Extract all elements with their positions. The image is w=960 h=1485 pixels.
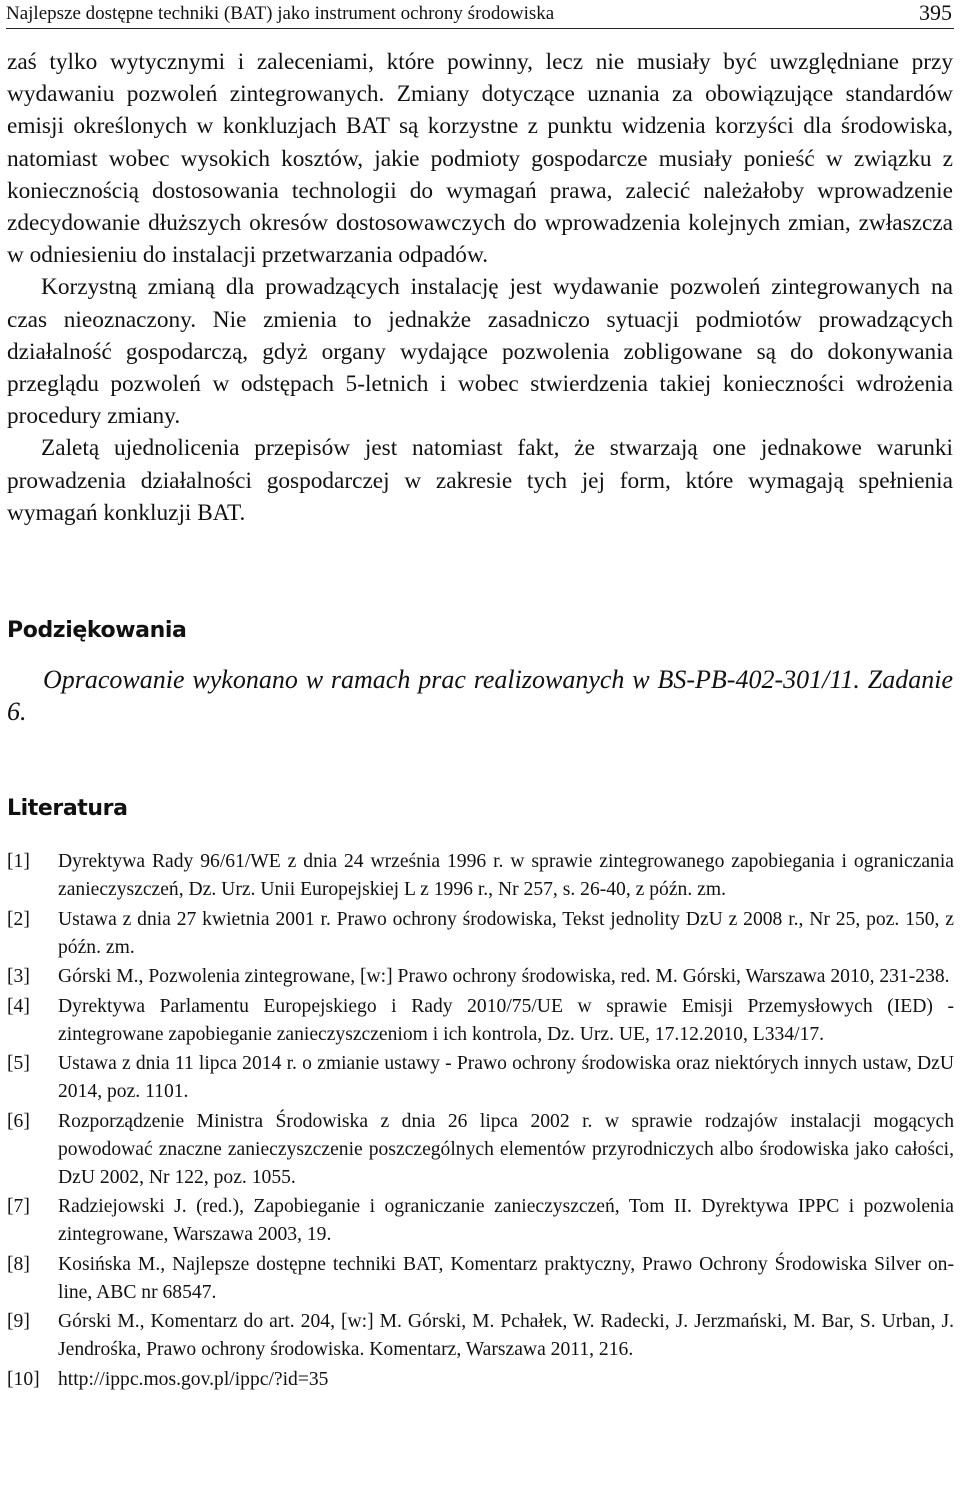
reference-list xyxy=(7,848,954,1395)
reference-number: [8] xyxy=(7,1253,30,1275)
reference-number: [1] xyxy=(7,851,30,872)
literature-heading: Literatura xyxy=(7,796,128,821)
reference-text: Kosińska M., Najlepsze dostępne techniki BAT, Komentarz praktyczny, Prawo Ochrony Środowiska Silver on-line, ABC nr 68547. xyxy=(58,1253,954,1303)
page-number: 395 xyxy=(919,0,952,25)
body-paragraph: Zaletą ujednolicenia przepisów jest natomiast fakt, że stwarzają one jednakowe warunki prowadzenia działalności gospodarczej w zakresie tych jej form, które wymagają spełnienia wymagań konkluzji BAT. xyxy=(7,435,953,526)
reference-text: Dyrektywa Parlamentu Europejskiego i Rady 2010/75/UE w sprawie Emisji Przemysłowych (IED) - zintegrowane zapobieganie zanieczyszczeniom i ich kontrola, Dz. Urz. UE, 17.12.2010, L334/17. xyxy=(58,995,954,1045)
reference-item xyxy=(7,906,954,962)
reference-number: [6] xyxy=(7,1110,30,1132)
reference-text: Górski M., Komentarz do art. 204, [w:] M. Górski, M. Pchałek, W. Radecki, J. Jerzmański, M. Bar, S. Urban, J. Jendrośka, Prawo ochrony środowiska. Komentarz, Warszawa 2011, 216. xyxy=(58,1311,954,1360)
reference-text: Ustawa z dnia 27 kwietnia 2001 r. Prawo ochrony środowiska, Tekst jednolity DzU z 2008 r., Nr 25, poz. 150, z późn. zm. xyxy=(58,908,954,958)
running-header xyxy=(6,0,954,29)
reference-number: [2] xyxy=(7,908,30,930)
reference-item xyxy=(7,1050,954,1106)
running-header-title: Najlepsze dostępne techniki (BAT) jako instrument ochrony środowiska xyxy=(6,3,555,24)
reference-number: [4] xyxy=(7,995,30,1017)
acknowledgements-heading: Podziękowania xyxy=(7,618,187,643)
reference-number: [5] xyxy=(7,1053,30,1074)
reference-item xyxy=(7,1193,954,1249)
reference-item xyxy=(7,1108,954,1192)
reference-text: Dyrektywa Rady 96/61/WE z dnia 24 września 1996 r. w sprawie zintegrowanego zapobiegania i ograniczania zanieczyszczeń, Dz. Urz. Unii Europejskiej L z 1996 r., Nr 257, s. 26-40, z późn. zm. xyxy=(58,851,954,900)
reference-item xyxy=(7,963,954,991)
reference-number: [9] xyxy=(7,1311,30,1332)
reference-link[interactable]: http://ippc.mos.gov.pl/ippc/?id=35 xyxy=(58,1368,329,1390)
reference-item xyxy=(7,1251,954,1307)
reference-text: Rozporządzenie Ministra Środowiska z dnia 26 lipca 2002 r. w sprawie rodzajów instalacji mogących powodować znaczne zanieczyszczenie poszczególnych elementów przyrodniczych albo środowiska jako całości, DzU 2002, Nr 122, poz. 1055. xyxy=(58,1110,954,1188)
reference-number: [3] xyxy=(7,966,30,987)
reference-text: Ustawa z dnia 11 lipca 2014 r. o zmianie ustawy - Prawo ochrony środowiska oraz niektórych innych ustaw, DzU 2014, poz. 1101. xyxy=(58,1053,954,1102)
body-text xyxy=(7,46,953,529)
reference-item xyxy=(7,1308,954,1364)
reference-text: Radziejowski J. (red.), Zapobieganie i ograniczanie zanieczyszczeń, Tom II. Dyrektywa IPPC i pozwolenia zintegrowane, Warszawa 2003, 19. xyxy=(58,1196,954,1245)
acknowledgements-text: Opracowanie wykonano w ramach prac realizowanych w BS-PB-402-301/11. Zadanie 6. xyxy=(7,665,953,726)
reference-text: Górski M., Pozwolenia zintegrowane, [w:] Prawo ochrony środowiska, red. M. Górski, Warszawa 2010, 231-238. xyxy=(58,966,950,987)
reference-number: [7] xyxy=(7,1196,30,1217)
body-paragraph: zaś tylko wytycznymi i zaleceniami, które powinny, lecz nie musiały być uwzględniane przy wydawaniu pozwoleń zintegrowanych. Zmiany dotyczące uznania za obowiązujące standardów emisji określonych w konkluzjach BAT są korzystne z punktu widzenia korzyści dla środowiska, natomiast wobec wysokich kosztów, jakie podmioty gospodarcze musiały ponieść w związku z koniecznością dostosowania technologii do wymagań prawa, zalecić należałoby wprowadzenie zdecydowanie dłuższych okresów dostosowawczych do wprowadzenia kolejnych zmian, zwłaszcza w odniesieniu do instalacji przetwarzania odpadów. xyxy=(7,49,953,269)
reference-item xyxy=(7,1366,954,1394)
body-paragraph: Korzystną zmianą dla prowadzących instalację jest wydawanie pozwoleń zintegrowanych na czas nieoznaczony. Nie zmienia to jednakże zasadniczo sytuacji podmiotów prowadzących działalność gospodarczą, gdyż organy wydające pozwolenia zobligowane są do dokonywania przeglądu pozwoleń w odstępach 5-letnich i wobec stwierdzenia takiej konieczności wdrożenia procedury zmiany. xyxy=(7,274,953,430)
reference-number: [10] xyxy=(7,1368,40,1390)
reference-item xyxy=(7,993,954,1049)
reference-item xyxy=(7,848,954,904)
